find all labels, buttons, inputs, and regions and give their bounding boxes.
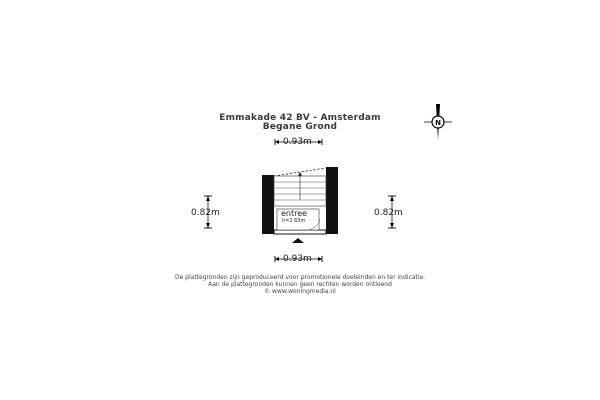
dim-top-label: 0.93m [283,137,312,147]
north-compass-icon [424,104,452,140]
dim-bottom-label: 0.93m [283,254,312,264]
dim-right-label: 0.82m [374,208,403,218]
address-title: Emmakade 42 BV - Amsterdam [219,113,381,123]
disclaimer-line-2: Aan de plattegronden kunnen geen rechten worden ontleend [208,281,392,288]
room-name: entree [281,209,308,218]
copyright-line: © www.woningmedia.nl [264,288,336,295]
compass-label: N [435,119,441,127]
dim-left-label: 0.82m [191,208,220,218]
room-height: h=2.63m [282,218,306,224]
entrance-arrow-icon [292,238,304,243]
staircase [274,172,326,206]
floor-name: Begane Grond [262,122,338,132]
room-entree [277,209,320,230]
disclaimer-line-1: De plattegronden zijn geproduceerd voor promotionele doeleinden en ter indicatie. [174,274,426,281]
